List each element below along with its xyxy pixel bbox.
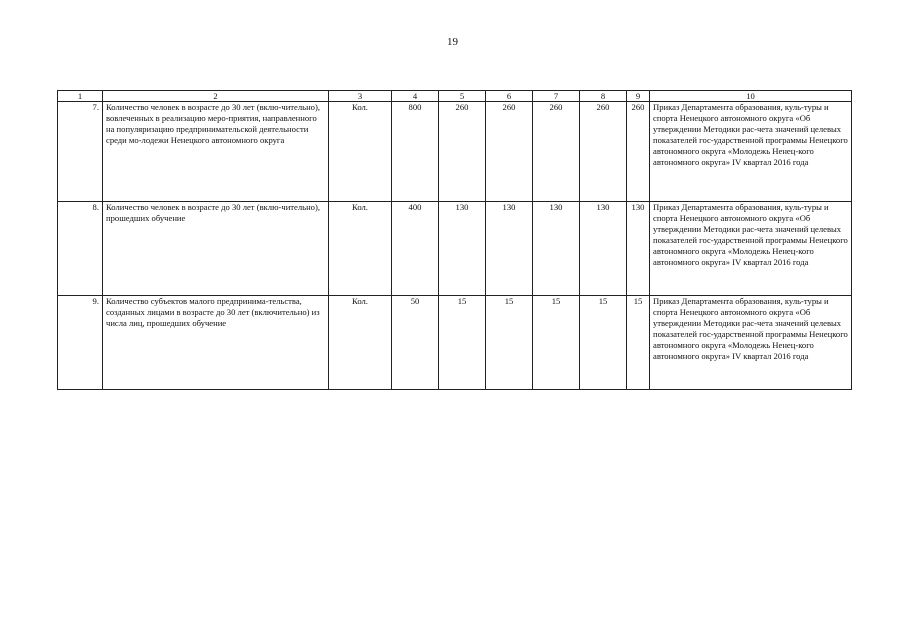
value-cell: 130 (486, 202, 533, 296)
indicators-table (57, 90, 852, 390)
header-cell: 6 (486, 91, 533, 102)
value-cell: 800 (392, 102, 439, 202)
header-cell: 3 (329, 91, 392, 102)
value-cell: 15 (627, 296, 650, 390)
source-document: Приказ Департамента образования, куль-туры и спорта Ненецкого автономного округа «Об утверждении Методики рас-чета значений целевых показателей гос-ударственной программы Ненецкого автономного округа «Молодежь Ненец-кого автономного округа» IV квартал 2016 года (650, 296, 852, 390)
indicator-name: Количество человек в возрасте до 30 лет (вклю-чительно), прошедших обучение (103, 202, 329, 296)
page-number: 19 (447, 36, 458, 48)
header-cell: 2 (103, 91, 329, 102)
row-number: 9. (58, 296, 103, 390)
header-cell: 9 (627, 91, 650, 102)
value-cell: 260 (580, 102, 627, 202)
table-row (58, 102, 852, 202)
source-document: Приказ Департамента образования, куль-туры и спорта Ненецкого автономного округа «Об утверждении Методики рас-чета значений целевых показателей гос-ударственной программы Ненецкого автономного округа «Молодежь Ненец-кого автономного округа» IV квартал 2016 года (650, 102, 852, 202)
header-cell: 1 (58, 91, 103, 102)
value-cell: 260 (439, 102, 486, 202)
unit: Кол. (329, 202, 392, 296)
indicator-name: Количество человек в возрасте до 30 лет (вклю-чительно), вовлеченных в реализацию меро-приятия, направленного на популяризацию предпринимательской деятельности среди мо-лодежи Ненецкого автономного округа (103, 102, 329, 202)
table-row (58, 296, 852, 390)
value-cell: 260 (486, 102, 533, 202)
value-cell: 130 (627, 202, 650, 296)
header-cell: 4 (392, 91, 439, 102)
indicator-name: Количество субъектов малого предпринима-тельства, созданных лицами в возрасте до 30 лет (включительно) из числа лиц, прошедших обучение (103, 296, 329, 390)
value-cell: 15 (533, 296, 580, 390)
source-document: Приказ Департамента образования, куль-туры и спорта Ненецкого автономного округа «Об утверждении Методики рас-чета значений целевых показателей гос-ударственной программы Ненецкого автономного округа «Молодежь Ненец-кого автономного округа» IV квартал 2016 года (650, 202, 852, 296)
unit: Кол. (329, 296, 392, 390)
header-cell: 10 (650, 91, 852, 102)
value-cell: 400 (392, 202, 439, 296)
value-cell: 130 (580, 202, 627, 296)
value-cell: 260 (627, 102, 650, 202)
header-cell: 8 (580, 91, 627, 102)
row-number: 8. (58, 202, 103, 296)
value-cell: 15 (486, 296, 533, 390)
header-cell: 5 (439, 91, 486, 102)
value-cell: 15 (439, 296, 486, 390)
value-cell: 130 (439, 202, 486, 296)
value-cell: 130 (533, 202, 580, 296)
row-number: 7. (58, 102, 103, 202)
header-row (58, 91, 852, 102)
value-cell: 260 (533, 102, 580, 202)
unit: Кол. (329, 102, 392, 202)
table-row (58, 202, 852, 296)
value-cell: 50 (392, 296, 439, 390)
header-cell: 7 (533, 91, 580, 102)
value-cell: 15 (580, 296, 627, 390)
